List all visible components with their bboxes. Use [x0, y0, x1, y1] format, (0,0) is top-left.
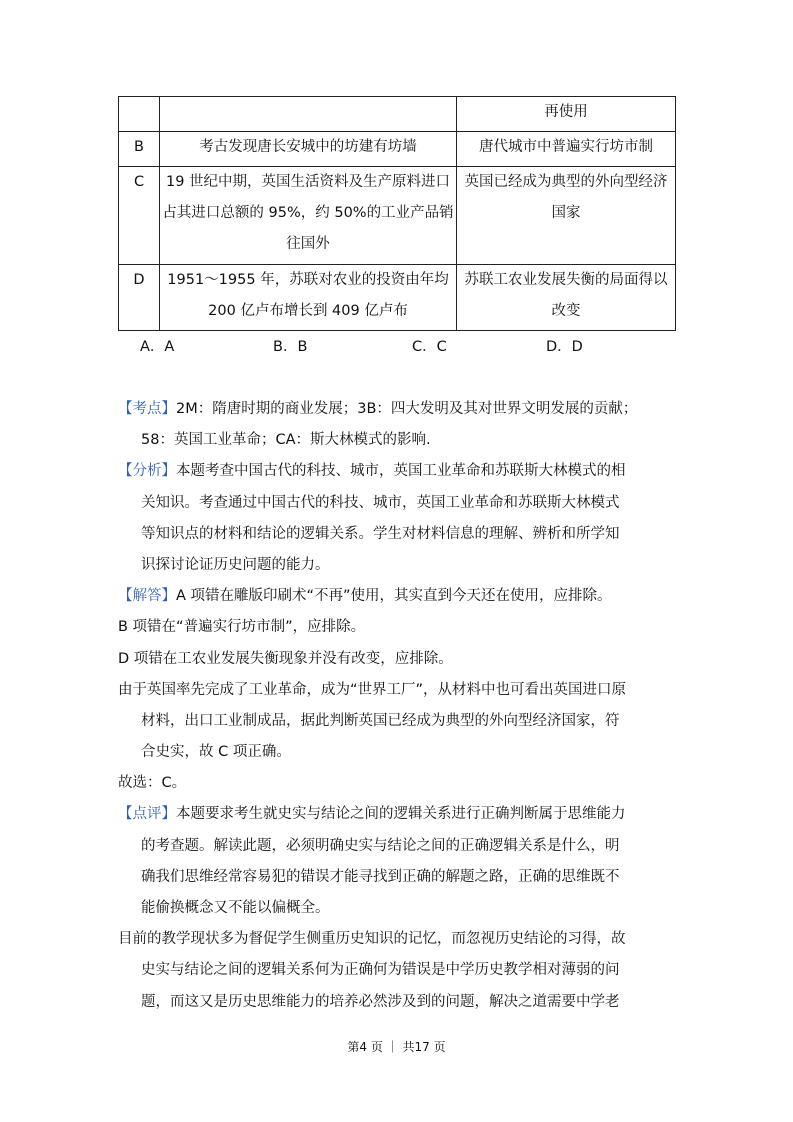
explanation — [118, 394, 678, 1018]
option-d: D．D — [546, 339, 583, 355]
kaodian-tag: 【考点】 — [118, 401, 176, 417]
text-line: 确我们思维经常容易犯的错误才能寻找到正确的解题之路，正确的思维既不 — [141, 868, 620, 885]
text-line: B 项错在“普遍实行坊市制”，应排除。 — [118, 619, 366, 636]
text-line: 识探讨论证历史问题的能力。 — [141, 556, 330, 573]
text-line: 材料，出口工业制成品，据此判断英国已经成为典型的外向型经济国家，符 — [141, 712, 620, 729]
table-row: 再使用 — [119, 97, 676, 132]
table-row: B 考古发现唐长安城中的坊建有坊墙 唐代城市中普遍实行坊市制 — [119, 132, 676, 167]
table-row: D 1951～1955 年，苏联对农业的投资由年均 200 亿卢布增长到 409 亿卢布 苏联工农业发展失衡的局面得以改变 — [119, 265, 676, 331]
dianping-tag: 【点评】 — [118, 806, 176, 823]
text-line: 等知识点的材料和结论的逻辑关系。学生对材料信息的理解、辨析和所学知 — [141, 525, 620, 542]
text-line: 的考查题。解读此题，必须明确史实与结论之间的正确逻辑关系是什么，明 — [141, 837, 620, 854]
option-a: A．A — [140, 339, 175, 355]
text-line: 能偷换概念又不能以偏概全。 — [141, 900, 330, 916]
text-line: D 项错在工农业发展失衡现象并没有改变，应排除。 — [118, 650, 453, 667]
text-line: 由于英国率先完成了工业革命，成为“世界工厂”，从材料中也可看出英国进口原 — [118, 681, 627, 698]
text-line: 58：英国工业革命；CA：斯大林模式的影响. — [141, 432, 431, 449]
text-line: 史实与结论之间的逻辑关系何为正确何为错误是中学历史教学相对薄弱的问 — [141, 962, 620, 979]
fenxi-tag: 【分析】 — [118, 463, 176, 480]
page-footer: 第4 页 ｜ 共17 页 — [347, 1040, 446, 1054]
text-line: 合史实，故 C 项正确。 — [141, 744, 291, 761]
text-line: 关知识。考查通过中国古代的科技、城市，英国工业革命和苏联斯大林模式 — [141, 494, 620, 511]
dianping-line: 【点评】本题要求考生就史实与结论之间的逻辑关系进行正确判断属于思维能力 — [118, 806, 626, 823]
option-b: B．B — [273, 339, 308, 355]
text-line: 题，而这又是历史思维能力的培养必然涉及到的问题，解决之道需要中学老 — [141, 993, 620, 1010]
text-line: 目前的教学现状多为督促学生侧重历史知识的记忆，而忽视历史结论的习得，故 — [118, 931, 626, 948]
answer-table — [118, 96, 676, 331]
table-row: C 19 世纪中期，英国生活资料及生产原料进口占其进口总额的 95%，约 50%的工业产品销往国外 英国已经成为典型的外向型经济国家 — [119, 167, 676, 265]
jieda-tag: 【解答】 — [118, 588, 176, 605]
fenxi-line: 【分析】本题考查中国古代的科技、城市，英国工业革命和苏联斯大林模式的相 — [118, 463, 626, 480]
option-c: C．C — [412, 339, 447, 355]
jieda-line: 【解答】A 项错在雕版印刷术“不再”使用，其实直到今天还在使用，应排除。 — [118, 588, 612, 605]
text-line: 故选：C。 — [118, 775, 187, 792]
kaodian-line: 【考点】2M：隋唐时期的商业发展；3B：四大发明及其对世界文明发展的贡献； — [118, 401, 638, 417]
